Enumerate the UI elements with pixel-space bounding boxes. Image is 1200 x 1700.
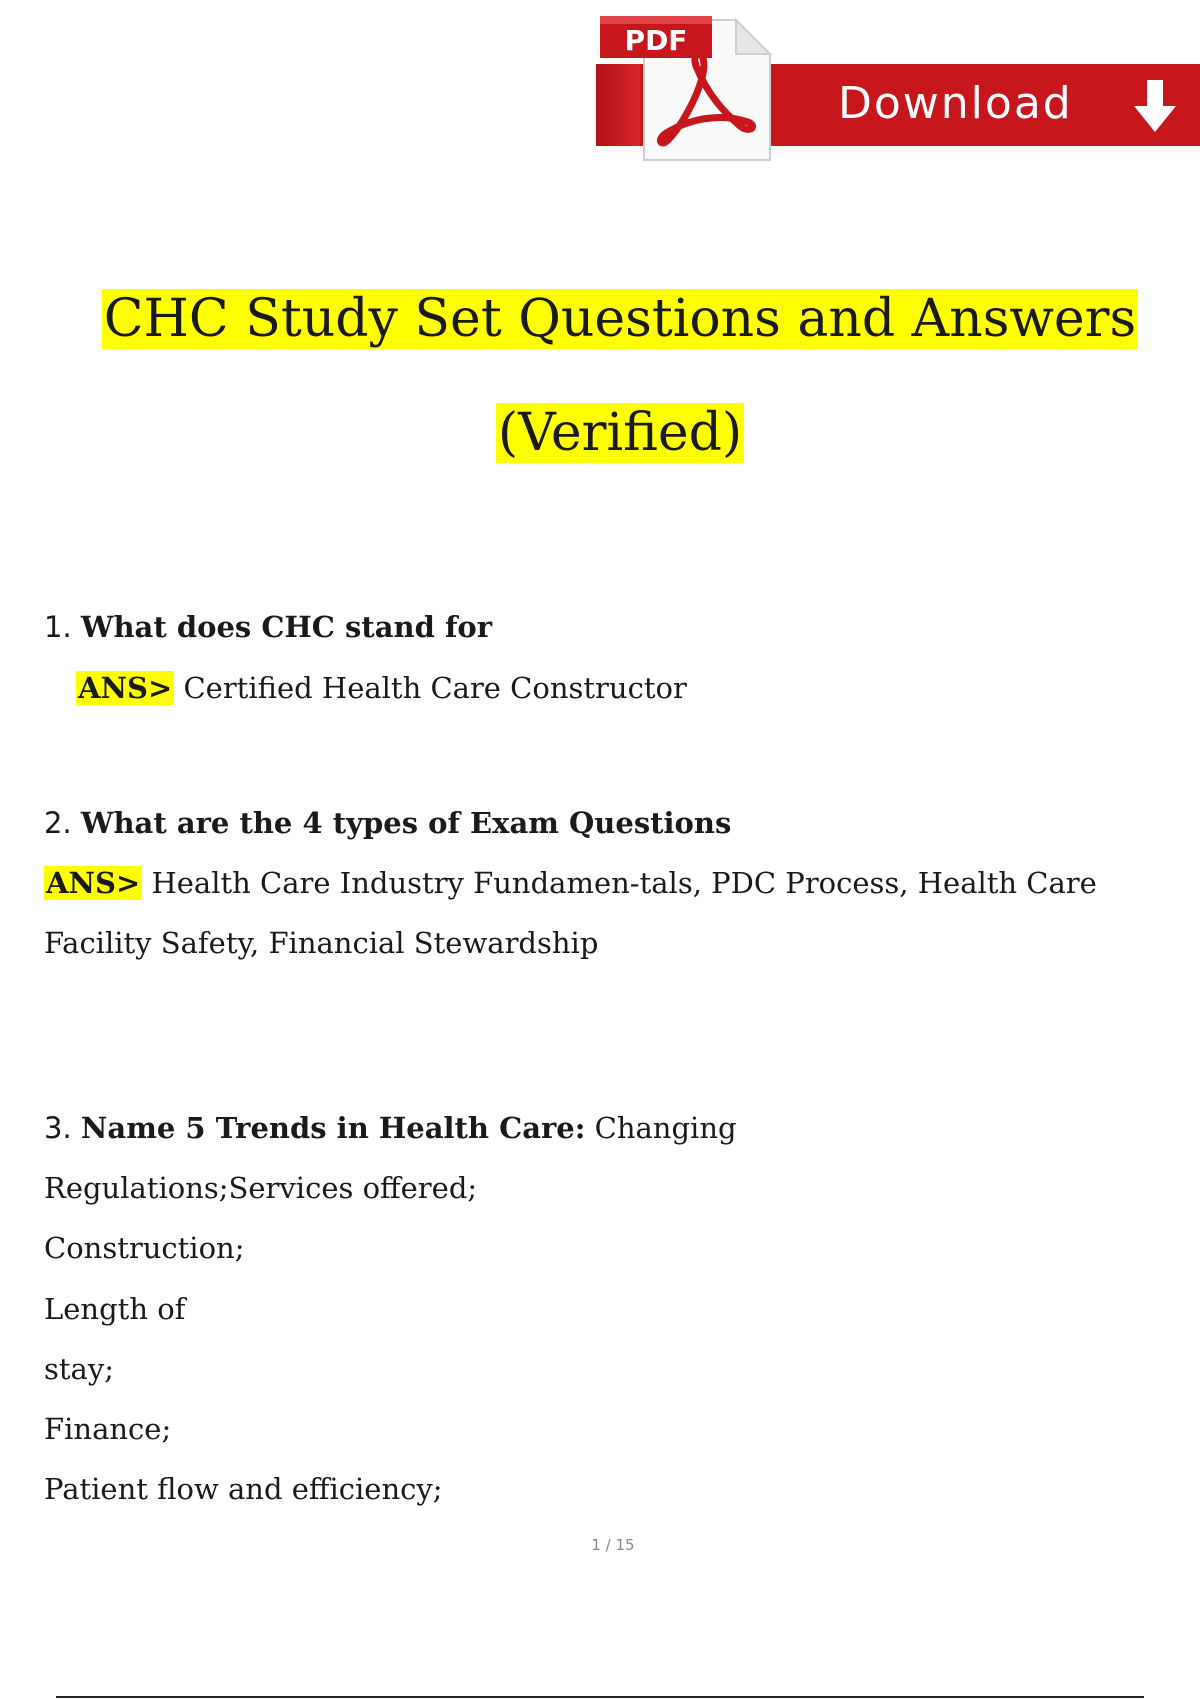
answer-line: Construction; xyxy=(44,1231,245,1265)
page-bottom-divider xyxy=(56,1696,1144,1698)
download-arrow-icon[interactable] xyxy=(1130,78,1180,134)
answer-1 xyxy=(76,668,687,708)
question-text: What are the 4 types of Exam Questions xyxy=(80,806,732,840)
page-indicator: 1 / 15 xyxy=(591,1536,635,1554)
answer-line: Regulations;Services offered; xyxy=(44,1171,478,1205)
question-text: Name 5 Trends in Health Care: xyxy=(80,1111,586,1145)
question-text: What does CHC stand for xyxy=(80,610,493,644)
question-number: 2. xyxy=(44,806,72,840)
title-line-1: CHC Study Set Questions and Answers xyxy=(103,289,1137,349)
answer-2-continued: Facility Safety, Financial Stewardship xyxy=(44,926,599,960)
title-line-2: (Verified) xyxy=(497,403,743,463)
document-subtitle xyxy=(0,394,1200,472)
question-3 xyxy=(44,1108,737,1148)
question-2 xyxy=(44,803,731,843)
answer-line: Certified Health Care Constructor xyxy=(183,671,687,705)
ans-tag: ANS> xyxy=(78,671,173,705)
question-number: 3. xyxy=(44,1111,72,1145)
download-button-label[interactable]: Download xyxy=(838,78,1073,129)
document-title xyxy=(0,280,1200,358)
answer-line: Changing xyxy=(594,1111,737,1145)
question-1 xyxy=(44,607,492,647)
answer-line: stay; xyxy=(44,1352,114,1386)
pdf-label: PDF xyxy=(624,24,688,57)
answer-line: Patient flow and efficiency; xyxy=(44,1472,443,1506)
pdf-file-icon[interactable] xyxy=(598,8,774,164)
answer-line: Health Care Industry Fundamen-tals, PDC Process, Health Care xyxy=(151,866,1097,900)
answer-line: Length of xyxy=(44,1292,186,1326)
question-number: 1. xyxy=(44,610,72,644)
answer-line: Finance; xyxy=(44,1412,172,1446)
ans-tag: ANS> xyxy=(46,866,141,900)
answer-2 xyxy=(44,863,1097,903)
